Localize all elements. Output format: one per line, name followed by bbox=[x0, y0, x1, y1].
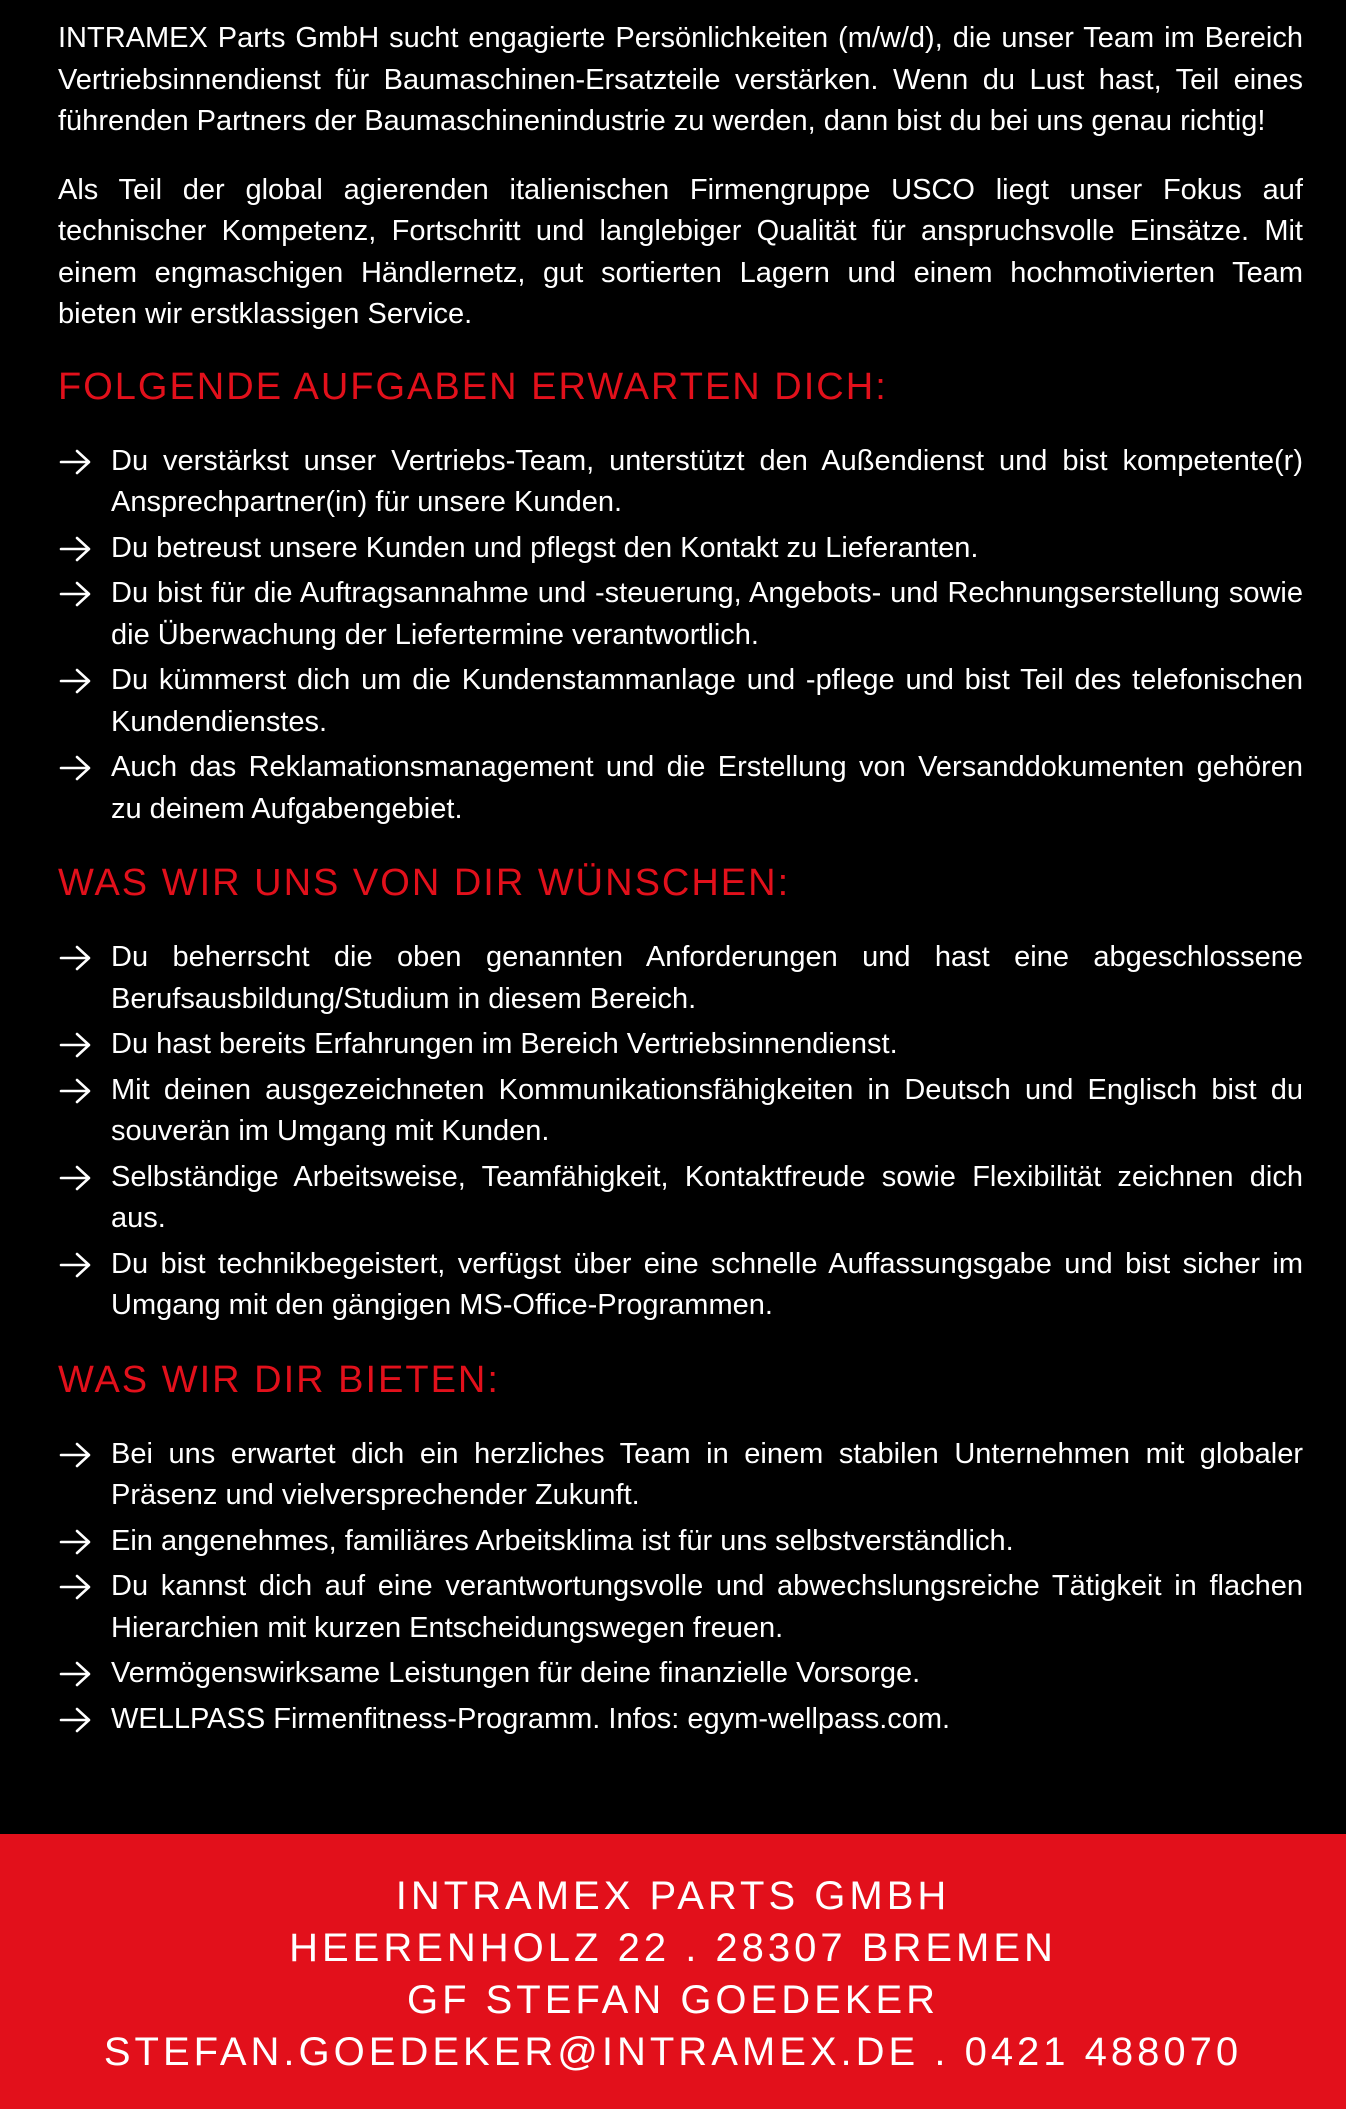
job-posting-content bbox=[58, 18, 1303, 1769]
list-item bbox=[58, 1653, 1303, 1695]
list-item bbox=[58, 1699, 1303, 1741]
intro-paragraph-2: Als Teil der global agierenden italienischen Firmengruppe USCO liegt unser Fokus auf technischer Kompetenz, Fortschritt und langlebiger Qualität für anspruchsvolle Einsätze. Mit einem engmaschigen Händlernetz, gut sortierten Lagern und einem hochmotivierten Team bieten wir erstklassigen Service. bbox=[58, 173, 1303, 330]
list-item-text: Du verstärkst unser Vertriebs-Team, unterstützt den Außendienst und bist kompetente(r) Ansprechpartner(in) für unsere Kunden. bbox=[111, 444, 1303, 518]
arrow-right-icon bbox=[58, 754, 94, 782]
list-item bbox=[58, 573, 1303, 656]
list-item-text: Du kannst dich auf eine verantwortungsvolle und abwechslungsreiche Tätigkeit in flachen Hierarchien mit kurzen Entscheidungswegen freuen. bbox=[111, 1570, 1303, 1644]
list-item-text: Auch das Reklamationsmanagement und die Erstellung von Versanddokumenten gehören zu deinem Aufgabengebiet. bbox=[111, 751, 1303, 825]
list-item-text: Du bist für die Auftragsannahme und -steuerung, Angebots- und Rechnungserstellung sowie die Überwachung der Liefertermine verantwortlich. bbox=[111, 577, 1303, 651]
benefits-list bbox=[58, 1434, 1303, 1741]
arrow-right-icon bbox=[58, 1251, 94, 1279]
list-item-text: Selbständige Arbeitsweise, Teamfähigkeit, Kontaktfreude sowie Flexibilität zeichnen dich aus. bbox=[111, 1160, 1303, 1234]
arrow-right-icon bbox=[58, 1164, 94, 1192]
list-item-text: Du beherrscht die oben genannten Anforderungen und hast eine abgeschlossene Berufsausbildung/Studium in diesem Bereich. bbox=[111, 941, 1303, 1015]
footer-company: INTRAMEX PARTS GMBH bbox=[395, 1873, 951, 1918]
list-item-text: Du hast bereits Erfahrungen im Bereich Vertriebsinnendienst. bbox=[111, 1028, 898, 1060]
section-title-tasks: FOLGENDE AUFGABEN ERWARTEN DICH: bbox=[58, 365, 888, 408]
list-item-text: Bei uns erwartet dich ein herzliches Team in einem stabilen Unternehmen mit globaler Präsenz und vielversprechender Zukunft. bbox=[111, 1437, 1303, 1511]
list-item bbox=[58, 1566, 1303, 1649]
arrow-right-icon bbox=[58, 1077, 94, 1105]
arrow-right-icon bbox=[58, 1660, 94, 1688]
list-item bbox=[58, 528, 1303, 570]
arrow-right-icon bbox=[58, 580, 94, 608]
contact-footer bbox=[0, 1834, 1346, 2109]
list-item bbox=[58, 1244, 1303, 1327]
list-item bbox=[58, 441, 1303, 524]
list-item-text: Du bist technikbegeistert, verfügst über eine schnelle Auffassungsgabe und bist sicher im Umgang mit den gängigen MS-Office-Programmen. bbox=[111, 1247, 1303, 1321]
arrow-right-icon bbox=[58, 535, 94, 563]
intro-paragraph-1: INTRAMEX Parts GmbH sucht engagierte Persönlichkeiten (m/w/d), die unser Team im Bereich Vertriebsinnendienst für Baumaschinen-Ersatzteile verstärken. Wenn du Lust hast, Teil eines führenden Partners der Baumaschinenindustrie zu werden, dann bist du bei uns genau richtig! bbox=[58, 22, 1303, 137]
list-item bbox=[58, 747, 1303, 830]
requirements-list bbox=[58, 937, 1303, 1327]
footer-manager: GF STEFAN GOEDEKER bbox=[406, 1977, 940, 2022]
list-item bbox=[58, 1521, 1303, 1563]
arrow-right-icon bbox=[58, 1031, 94, 1059]
list-item bbox=[58, 1070, 1303, 1153]
arrow-right-icon bbox=[58, 448, 94, 476]
list-item-text: Mit deinen ausgezeichneten Kommunikationsfähigkeiten in Deutsch und Englisch bist du souverän im Umgang mit Kunden. bbox=[111, 1073, 1303, 1147]
footer-address: HEERENHOLZ 22 . 28307 BREMEN bbox=[289, 1925, 1057, 1970]
arrow-right-icon bbox=[58, 1573, 94, 1601]
arrow-right-icon bbox=[58, 1441, 94, 1469]
list-item bbox=[58, 1434, 1303, 1517]
arrow-right-icon bbox=[58, 1528, 94, 1556]
list-item-text: Ein angenehmes, familiäres Arbeitsklima ist für uns selbstverständlich. bbox=[111, 1524, 1014, 1557]
list-item-text: Du betreust unsere Kunden und pflegst den Kontakt zu Lieferanten. bbox=[111, 531, 979, 564]
section-title-benefits: WAS WIR DIR BIETEN: bbox=[58, 1358, 500, 1401]
footer-contact: STEFAN.GOEDEKER@INTRAMEX.DE . 0421 488070 bbox=[103, 2029, 1243, 2074]
section-title-requirements: WAS WIR UNS VON DIR WÜNSCHEN: bbox=[58, 862, 791, 904]
arrow-right-icon bbox=[58, 944, 94, 972]
tasks-list bbox=[58, 441, 1303, 831]
list-item-text: WELLPASS Firmenfitness-Programm. Infos: egym-wellpass.com. bbox=[111, 1702, 951, 1735]
list-item bbox=[58, 660, 1303, 743]
list-item-text: Du kümmerst dich um die Kundenstammanlage und -pflege und bist Teil des telefonischen Kundendienstes. bbox=[111, 664, 1303, 738]
list-item bbox=[58, 1157, 1303, 1240]
list-item-text: Vermögenswirksame Leistungen für deine finanzielle Vorsorge. bbox=[111, 1657, 921, 1689]
list-item bbox=[58, 1024, 1303, 1066]
arrow-right-icon bbox=[58, 1706, 94, 1734]
arrow-right-icon bbox=[58, 667, 94, 695]
list-item bbox=[58, 937, 1303, 1020]
